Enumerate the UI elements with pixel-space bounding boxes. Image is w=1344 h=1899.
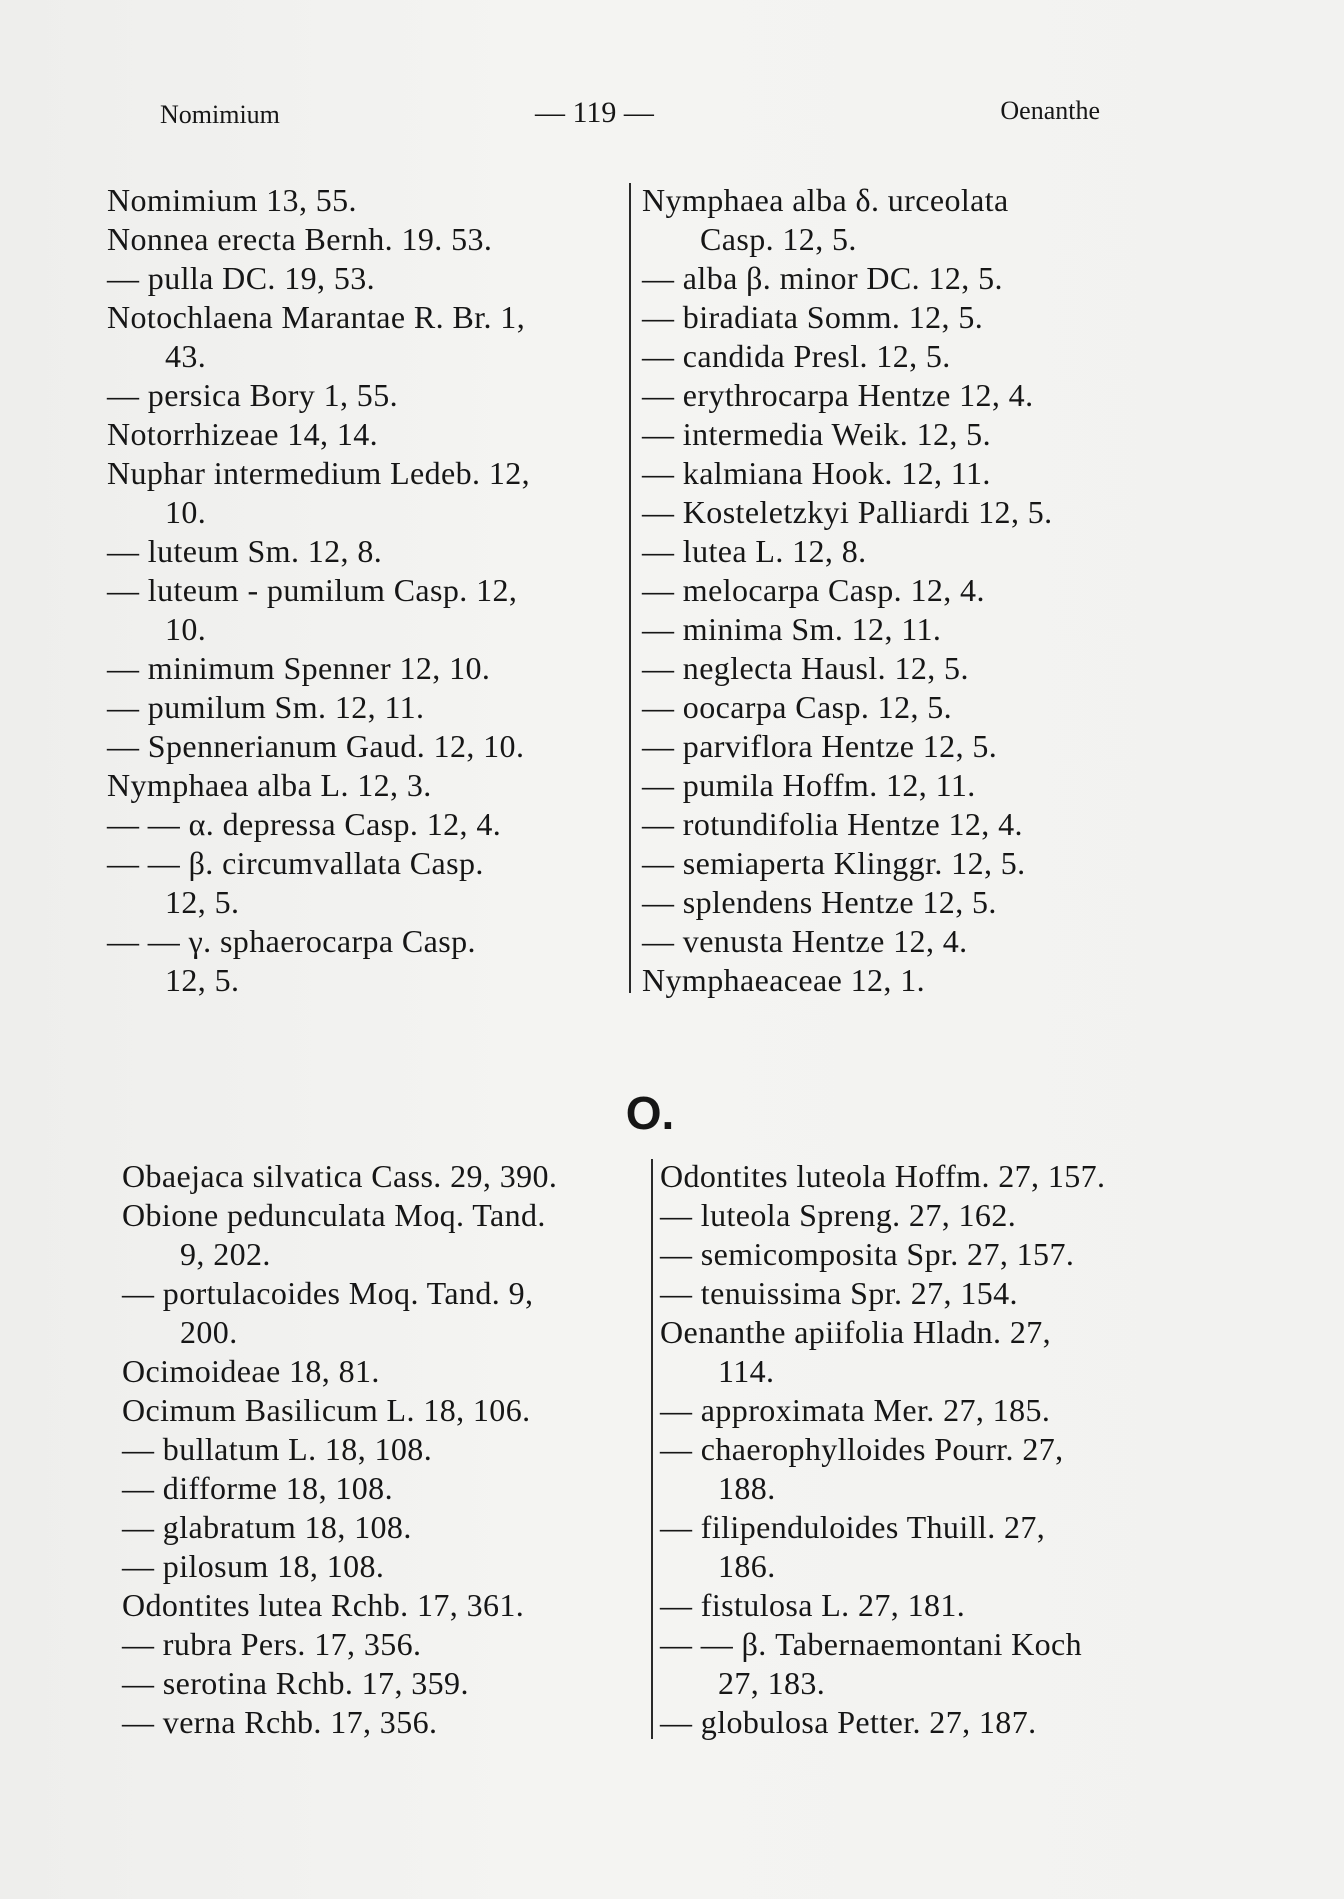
index-entry: — neglecta Hausl. 12, 5. <box>642 650 969 686</box>
index-entry: — approximata Mer. 27, 185. <box>660 1392 1051 1428</box>
index-entry: Ocimum Basilicum L. 18, 106. <box>122 1392 531 1428</box>
index-entry: — splendens Hentze 12, 5. <box>642 884 997 920</box>
index-entry-continuation: 188. <box>718 1470 776 1506</box>
index-entry: — parviflora Hentze 12, 5. <box>642 728 998 764</box>
index-entry: — candida Presl. 12, 5. <box>642 338 951 374</box>
index-entry-continuation: 200. <box>180 1314 238 1350</box>
index-entry: — pumila Hoffm. 12, 11. <box>642 767 976 803</box>
index-entry-continuation: 12, 5. <box>165 884 240 920</box>
index-entry: — luteum - pumilum Casp. 12, <box>107 572 518 608</box>
index-entry: — oocarpa Casp. 12, 5. <box>642 689 953 725</box>
index-entry: — verna Rchb. 17, 356. <box>122 1704 438 1740</box>
running-head-first-entry: Nomimium <box>160 100 280 129</box>
index-entry: — pulla DC. 19, 53. <box>107 260 376 296</box>
index-entry: — pumilum Sm. 12, 11. <box>107 689 425 725</box>
index-column-left <box>122 1157 647 1742</box>
index-entry: — minimum Spenner 12, 10. <box>107 650 491 686</box>
index-entry: — rotundifolia Hentze 12, 4. <box>642 806 1023 842</box>
index-entry: — difforme 18, 108. <box>122 1470 393 1506</box>
index-entry: — luteola Spreng. 27, 162. <box>660 1197 1017 1233</box>
index-entry: Nymphaea alba L. 12, 3. <box>107 767 432 803</box>
index-entry: — semicomposita Spr. 27, 157. <box>660 1236 1075 1272</box>
index-entry-continuation: Casp. 12, 5. <box>700 221 857 257</box>
index-entry: Oenanthe apiifolia Hladn. 27, <box>660 1314 1052 1350</box>
index-entry: — biradiata Somm. 12, 5. <box>642 299 984 335</box>
index-entry: Ocimoideae 18, 81. <box>122 1353 380 1389</box>
index-entry: — bullatum L. 18, 108. <box>122 1431 433 1467</box>
column-divider <box>629 183 631 993</box>
index-column-right <box>660 1157 1200 1742</box>
index-entry: — intermedia Weik. 12, 5. <box>642 416 991 452</box>
index-section-n <box>0 181 1344 1001</box>
index-section-o <box>0 1157 1344 1747</box>
running-head-last-entry: Oenanthe <box>1000 96 1100 125</box>
index-entry: — — β. circumvallata Casp. <box>107 845 484 881</box>
index-entry: Nuphar intermedium Ledeb. 12, <box>107 455 531 491</box>
index-entry-continuation: 186. <box>718 1548 776 1584</box>
index-entry: — venusta Hentze 12, 4. <box>642 923 968 959</box>
index-entry: — semiaperta Klinggr. 12, 5. <box>642 845 1026 881</box>
index-entry: Obione pedunculata Moq. Tand. <box>122 1197 546 1233</box>
index-entry: — globulosa Petter. 27, 187. <box>660 1704 1037 1740</box>
index-entry: Notorrhizeae 14, 14. <box>107 416 379 452</box>
index-entry: — fistulosa L. 27, 181. <box>660 1587 966 1623</box>
index-entry: — rubra Pers. 17, 356. <box>122 1626 422 1662</box>
index-entry: — serotina Rchb. 17, 359. <box>122 1665 469 1701</box>
index-entry: — minima Sm. 12, 11. <box>642 611 942 647</box>
index-entry: Nomimium 13, 55. <box>107 182 357 218</box>
index-entry: Nymphaeaceae 12, 1. <box>642 962 926 998</box>
index-entry: — persica Bory 1, 55. <box>107 377 399 413</box>
page-number: — 119 — <box>535 96 654 129</box>
index-entry: Obaejaca silvatica Cass. 29, 390. <box>122 1158 558 1194</box>
column-divider <box>651 1159 653 1739</box>
section-heading-o: O. <box>625 1087 675 1139</box>
index-entry: Odontites luteola Hoffm. 27, 157. <box>660 1158 1106 1194</box>
index-entry: Nonnea erecta Bernh. 19. 53. <box>107 221 493 257</box>
index-entry-continuation: 114. <box>718 1353 775 1389</box>
index-entry-continuation: 10. <box>165 494 207 530</box>
index-entry-continuation: 43. <box>165 338 207 374</box>
index-entry: — melocarpa Casp. 12, 4. <box>642 572 985 608</box>
index-entry: — — α. depressa Casp. 12, 4. <box>107 806 502 842</box>
index-entry: — erythrocarpa Hentze 12, 4. <box>642 377 1034 413</box>
index-entry: Notochlaena Marantae R. Br. 1, <box>107 299 526 335</box>
index-entry: — glabratum 18, 108. <box>122 1509 412 1545</box>
running-head <box>160 96 1100 136</box>
index-column-left <box>107 181 627 1000</box>
index-entry: — — γ. sphaerocarpa Casp. <box>107 923 476 959</box>
index-entry: Nymphaea alba δ. urceolata <box>642 182 1009 218</box>
index-column-right <box>642 181 1182 1000</box>
index-entry: — luteum Sm. 12, 8. <box>107 533 383 569</box>
index-entry: — kalmiana Hook. 12, 11. <box>642 455 991 491</box>
index-entry: — portulacoides Moq. Tand. 9, <box>122 1275 534 1311</box>
index-entry: Odontites lutea Rchb. 17, 361. <box>122 1587 525 1623</box>
index-entry: — chaerophylloides Pourr. 27, <box>660 1431 1064 1467</box>
index-entry-continuation: 12, 5. <box>165 962 240 998</box>
index-entry: — Spennerianum Gaud. 12, 10. <box>107 728 525 764</box>
index-entry: — — β. Tabernaemontani Koch <box>660 1626 1083 1662</box>
index-entry-continuation: 27, 183. <box>718 1665 826 1701</box>
index-entry: — tenuissima Spr. 27, 154. <box>660 1275 1018 1311</box>
index-entry: — Kosteletzkyi Palliardi 12, 5. <box>642 494 1053 530</box>
index-entry: — pilosum 18, 108. <box>122 1548 385 1584</box>
index-entry-continuation: 9, 202. <box>180 1236 271 1272</box>
index-entry: — filipenduloides Thuill. 27, <box>660 1509 1046 1545</box>
index-entry: — lutea L. 12, 8. <box>642 533 867 569</box>
index-entry: — alba β. minor DC. 12, 5. <box>642 260 1003 296</box>
index-entry-continuation: 10. <box>165 611 207 647</box>
